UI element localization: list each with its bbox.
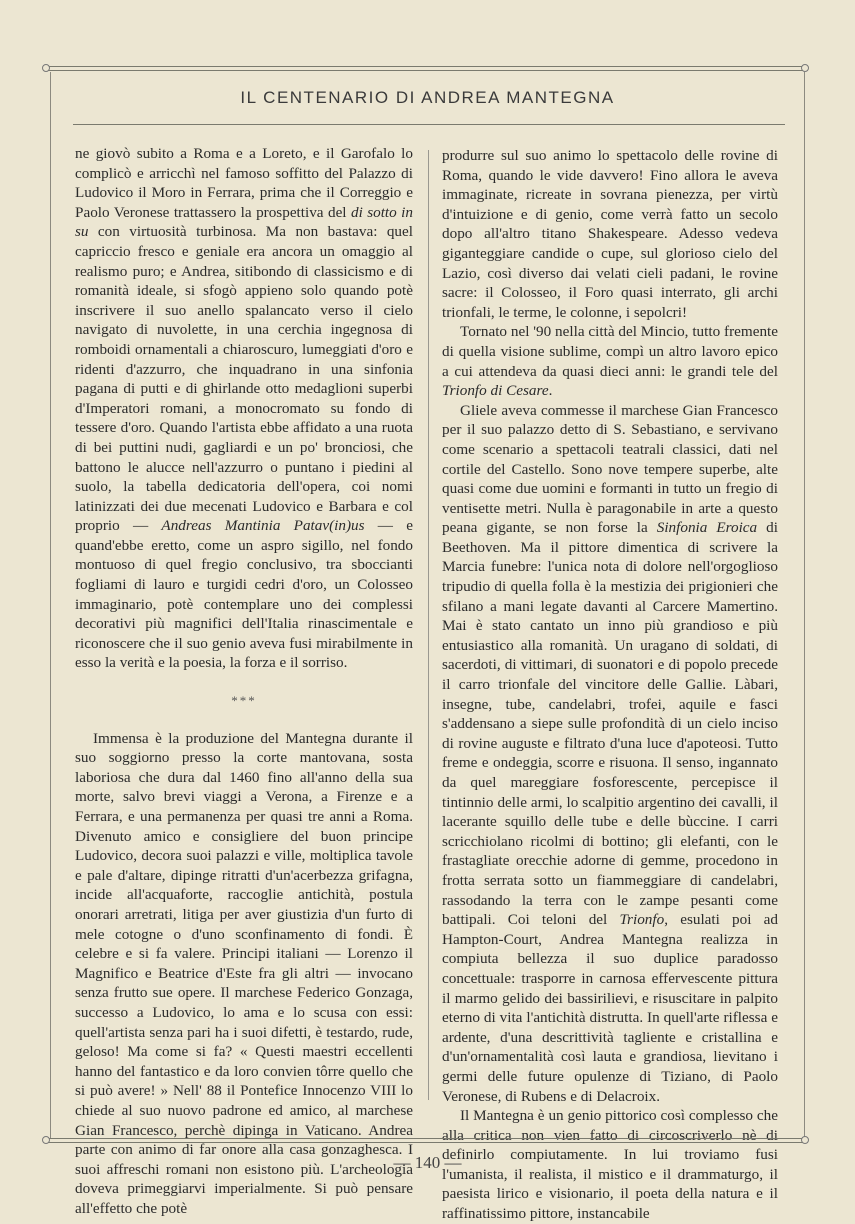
top-rule-inner	[48, 70, 804, 71]
left-paragraph-2: Immensa è la produzione del Mantegna durante il suo soggiorno presso la corte mantovana, sosta laboriosa che dura dal 1460 fino all'anno della sua morte, salvo brevi viaggi a Verona, a Firenze e a Ferrara, e una permanenza per quasi tre anni a Roma. Divenuto amico e consigliere del buon principe Ludovico, decora suoi palazzi e ville, moltiplica tavole e pale d'altare, dipinge ritratti d'un'acerbezza grifagna, incide all'acquaforte, raccoglie antichità, postula onorari arretrati, litiga per aver giustizia d'un furto di mele cotogne o d'uno sconfinamento di fondi. È celebre e si fa valere. Principi italiani — Lorenzo il Magnifico e Beatrice d'Este fra gli altri — invocano senza frutto sue opere. Il marchese Federico Gonzaga, successo a Ludovico, lo ama e lo scusa con essi: quell'artista senza pari ha i suoi difetti, è testardo, rude, geloso! Ma come si fa? « Questi maestri eccellenti hanno del fantastico e da loro convien tôrre quello che si può avere! » Nell' 88 il Pontefice Innocenzo VIII lo chiede al suo nuovo padrone ed amico, al marchese Gian Francesco, perchè dipinga in Vaticano. Andrea parte con animo di far onore alla casa gonzaghesca. I suoi affreschi romani non esistono più. L'archeologia doveva primeggiarvi imperialmente. Si può pensare all'effetto che potè	[75, 729, 413, 1217]
right-paragraph-3: Gliele aveva commesse il marchese Gian Francesco per il suo palazzo detto di S. Sebastiano, e servivano come scenario a spettacoli teatrali classici, dati nel cortile del Castello. Sono nove tempere superbe, alte quasi come due uomini e formanti in tutto un fregio di ventisette metri. Nulla è paragonabile in arte a questo peana gigante, se non forse la Sinfonia Eroica di Beethoven. Ma il pittore dimentica di scrivere la Marcia funebre: l'unica nota di dolore nell'orgoglioso tripudio di quella folla è la mestizia dei prigionieri che sfilano a mani legate davanti al Carcere Mamertino. Mai è stato cantato un inno più grandioso e più entusiastico alla romanità. Un uragano di soldati, di sacerdoti, di vittimari, di suonatori e di popolo precede il carro trionfale del vincitore delle Gallie. Làbari, insegne, tube, candelabri, trofei, aquile e fasci s'addensano a siepe sulle profondità di un cielo inciso di rovine auguste e filtrato d'una luce d'apoteosi. Tutto freme e ondeggia, scorre e risuona. Il senso, ingannato da quel mareggiare fosforescente, percepisce il tintinnio delle armi, lo scalpitio argentino dei cavalli, il lacerante squillo delle tube e delle bùccine. I carri scricchiolano ricolmi di bottino; gli elefanti, con le frastagliate orecchie adorne di gemme, procedono in frotta serrata sotto un fiammeggiare di candelabri, rassodando la terra con le zampe pesanti come battipali. Coi teloni del Trionfo, esulati poi ad Hampton-Court, Andrea Mantegna realizza in compiuta bellezza il suo duplice paradosso concettuale: trasporre in carnosa effervescente pittura il marmo gelido dei bassirilievi, e risuscitare in palpito eterno di vita l'antichità distrutta. In quell'arte riflessa e ardente, d'una descrittività tagliente e cristallina e d'un'ornamentalità così lauta e grandiosa, lievitano i germi delle future opulenze di Tiziano, di Paolo Veronese, di Rubens e di Delacroix.	[442, 401, 778, 1105]
header-rule	[73, 124, 785, 125]
top-right-ornament	[801, 64, 809, 72]
section-break: ***	[231, 693, 257, 709]
right-paragraph-1: produrre sul suo animo lo spettacolo delle rovine di Roma, quando le vide davvero! Fino allora le aveva immaginate, ricreate in sovrana pienezza, per virtù d'intuizione e di genio, come verrà fatto un secolo dopo all'altro titano Shakespeare. Adesso vedeva giganteggiare candide o cupe, sul glorioso cielo del Lazio, così diverso dai velati cieli padani, le rovine sacre: il Colosseo, il Foro quasi interrato, gli archi trionfali, le terme, le colonne, i sepolcri!	[442, 147, 778, 321]
column-separator	[428, 150, 429, 1100]
top-rule-outer	[48, 66, 804, 67]
bottom-right-ornament	[801, 1136, 809, 1144]
left-frame-line	[50, 72, 51, 1138]
right-paragraph-2: Tornato nel '90 nella città del Mincio, tutto fremente di quella visione sublime, compì un altro lavoro epico a cui attendeva da quasi dieci anni: le grandi tele del Trionfo di Cesare.	[442, 323, 778, 400]
left-paragraph-1: ne giovò subito a Roma e a Loreto, e il Garofalo lo complicò e arricchì nel famoso soffitto del Palazzo di Ludovico il Moro in Ferrara, prima che il Correggio e Paolo Veronese trattassero la prospettiva del di sotto in su con virtuosità turbinosa. Ma non bastava: quel capriccio fresco e geniale era ancora un omaggio al realismo puro; e Andrea, sitibondo di classicismo e di romanità ideale, si sfogò appieno solo quando potè inscrivere il suo anello spalancato verso il cielo navigato di nuvolette, in una cerchia ingegnosa di romboidi ornamentali a chiaroscuro, lumeggiati d'oro e ridenti d'azzurro, che inquadrano in una sinfonia pagana di putti e di ghirlande otto medaglioni superbi d'Imperatori romani, a monocromato su fondo di tessere d'oro. Quando l'artista ebbe affidato a una ruota di bei puttini nudi, gagliardi e un po' bronciosi, che battono le alucce nell'azzurro o puntano i piedini al suolo, la tabella dedicatoria dell'opera, coi nomi latinizzati dei due mecenati Ludovico e Barbara e col proprio — Andreas Mantinia Patav(in)us — e quand'ebbe eretto, come un aspro sigillo, nel fondo montuoso di quel fregio conclusivo, tra sboccianti fogliami di lauro e turgidi cedri d'oro, un Colosseo immaginario, potè contemplare uno dei complessi decorativi più magnifici dell'Italia rinascimentale e riconoscere che il suo genio aveva fusi mirabilmente in esso la verità e la poesia, la forza e il sorriso.	[75, 145, 413, 672]
page-number: — 140 —	[393, 1153, 462, 1172]
left-column	[75, 144, 413, 1218]
bottom-rule-outer	[48, 1138, 804, 1139]
bottom-left-ornament	[42, 1136, 50, 1144]
right-paragraph-4: Il Mantegna è un genio pittorico così complesso che alla critica non vien fatto di circoscriverlo nè di definirlo compiutamente. In lui troviamo fusi l'umanista, il realista, il mistico e il drammaturgo, il paesista lirico e visionario, il poeta della natura e il raffinatissimo pittore, instancabile	[442, 1107, 778, 1223]
top-left-ornament	[42, 64, 50, 72]
running-header: IL CENTENARIO DI ANDREA MANTEGNA	[240, 88, 615, 107]
right-frame-line	[804, 72, 805, 1138]
bottom-rule-inner	[48, 1142, 804, 1143]
right-column	[442, 146, 778, 1224]
